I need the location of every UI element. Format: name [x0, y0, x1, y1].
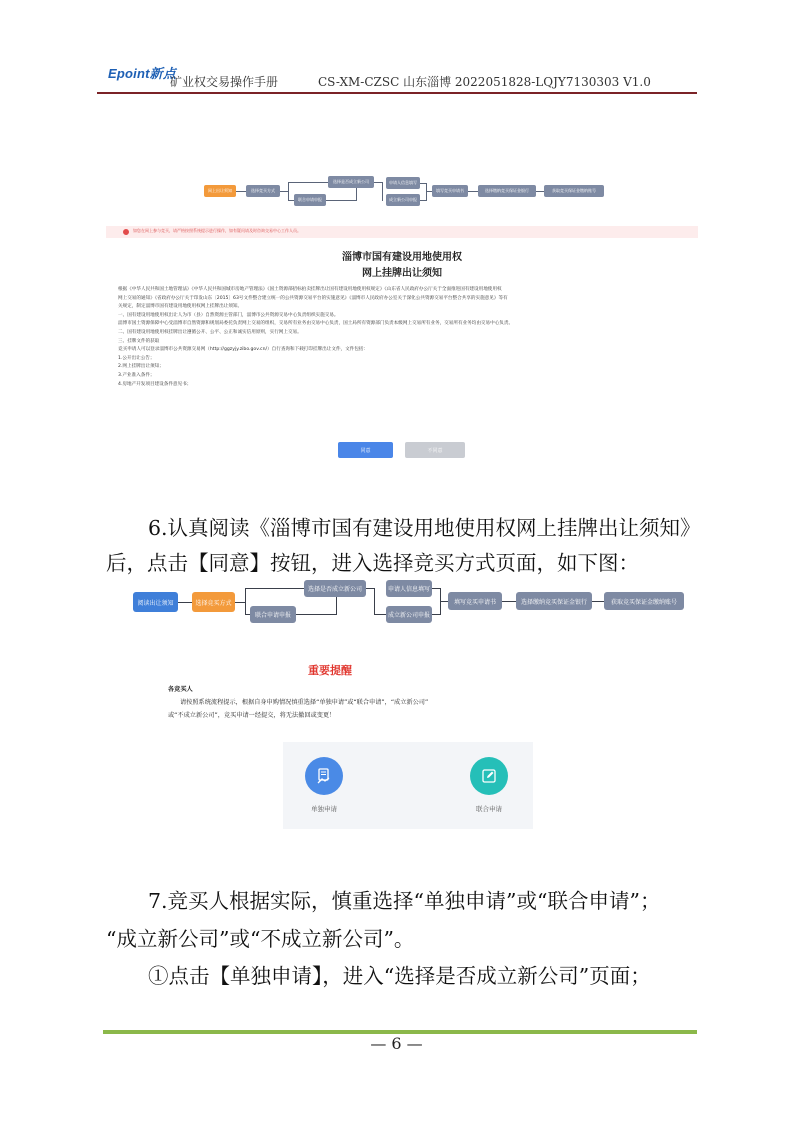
flow-connector	[280, 191, 288, 192]
flow2-connector	[502, 601, 516, 602]
flow-step-notice: 网上出让须知	[204, 185, 236, 197]
step7-line3: ①点击【单独申请】，进入“选择是否成立新公司”页面；	[148, 964, 651, 988]
flow2-connector	[366, 588, 374, 589]
flow-step-account: 获取竞买保证金缴纳账号	[544, 185, 604, 197]
flow-connector	[468, 191, 478, 192]
notice-line: 二、国有建设用地使用权挂牌出让遵循公开、公平、公正和诚实信用原则，实行网上交易。	[118, 329, 302, 335]
agree-button[interactable]: 同意	[338, 442, 393, 458]
notice-line: 关规定，制定淄博市国有建设用地使用权网上挂牌出让须知。	[118, 304, 243, 310]
step6-line1: 6.认真阅读《淄博市国有建设用地使用权网上挂牌出让须知》	[148, 516, 701, 540]
flow2-step-newco: 成立新公司申报	[386, 606, 432, 623]
notice-line: 竞买申请人可以登录淄博市公共资源交易网（http://ggzyjy.zibo.gov.cn/）自行查询和下载打印挂牌出让文件，文件包括：	[118, 347, 369, 353]
flow-step-application: 填写竞买申请书	[432, 185, 468, 197]
flow2-connector	[592, 601, 604, 602]
flow-connector	[236, 191, 246, 192]
flow-connector	[288, 182, 289, 201]
edit-icon	[480, 767, 498, 785]
flow-step-newco: 成立新公司申报	[386, 194, 420, 206]
notice-salutation: 各竞买人	[168, 686, 193, 693]
notice-line: 3.产业准入条件；	[118, 372, 155, 378]
notice-line: 4.房地产开发项目建设条件意见书；	[118, 381, 192, 387]
joint-application-label: 联合申请	[476, 805, 502, 813]
document-code: CS-XM-CZSC 山东淄博 2022051828-LQJY7130303 V1.0	[318, 75, 651, 89]
joint-application-button[interactable]	[470, 757, 508, 795]
document-hand-icon	[315, 767, 333, 785]
flow2-connector	[235, 602, 245, 603]
flow2-step-notice: 阅读出让须知	[133, 592, 178, 612]
flow-connector	[426, 183, 427, 201]
flow2-connector	[374, 614, 386, 615]
manual-title: 矿业权交易操作手册	[170, 75, 279, 89]
notice-line: 三、挂牌文件的获取	[118, 338, 160, 344]
notice-line: 1.公开出让公告；	[118, 355, 155, 361]
notice-line: 网上交易的通知》《省政府办公厅关于印发山东〔2015〕63号文件整合建立统一的公共资源交易平台的实施意见》《淄博市人民政府办公室关于深化公共资源交易平台整合共享的实施意见》等有	[118, 295, 508, 301]
flow2-connector	[440, 601, 448, 602]
epoint-logo: Epoint新点	[108, 66, 177, 81]
flow-step-bank: 选择缴纳竞买保证金银行	[478, 185, 536, 197]
flow2-step-company: 选择是否成立新公司	[304, 580, 366, 597]
step6-line2: 后，点击【同意】按钮，进入选择竞买方式页面，如下图：	[106, 551, 639, 575]
flow2-connector	[178, 602, 192, 603]
important-notice-title: 重要提醒	[308, 665, 352, 677]
flow2-connector	[374, 588, 375, 615]
notice-line: 一、国有建设用地使用权出让人为市（县）自然资源主管部门，淄博市公共资源交易中心负责组织实施交易。	[118, 312, 339, 318]
flow2-connector	[432, 588, 440, 589]
flow2-step-method: 选择竞买方式	[192, 592, 235, 612]
step7-line2: “成立新公司”或“不成立新公司”。	[106, 927, 415, 951]
flow2-connector	[336, 597, 337, 615]
flow-connector	[356, 188, 357, 201]
flow2-step-applicant: 申请人信息填写	[386, 580, 432, 597]
flow-step-applicant: 申请人信息填写	[386, 177, 420, 189]
header-rule	[97, 92, 697, 94]
flow-step-joint: 联合申请申报	[294, 194, 326, 206]
notice-body	[118, 286, 690, 389]
single-application-label: 单独申请	[311, 805, 337, 813]
flow2-connector	[296, 614, 336, 615]
flow-connector	[536, 191, 544, 192]
flow-connector	[374, 182, 382, 183]
notice-line: 2.网上挂牌出让须知；	[118, 364, 164, 370]
flow2-step-application: 填写竞买申请书	[448, 592, 502, 610]
flow2-connector	[245, 588, 304, 589]
flow-connector	[288, 182, 328, 183]
single-application-button[interactable]	[305, 757, 343, 795]
flow2-step-bank: 选择缴纳竞买保证金银行	[516, 592, 592, 610]
page-number: — 6 —	[370, 1034, 423, 1053]
disagree-button[interactable]: 不同意	[405, 442, 465, 458]
flow-step-company: 选择是否成立新公司	[328, 176, 374, 188]
notice-text-line1: 请按照系统流程提示，根据自身申购情况慎重选择“单独申请”或“联合申请”，“成立新公司”	[180, 699, 429, 706]
notice-text-line2: 或“不成立新公司”，竞买申请一经提交，将无法撤回或变更！	[168, 712, 336, 719]
flow-connector	[326, 200, 356, 201]
notice-title-line2: 网上挂牌出让须知	[362, 268, 442, 279]
flow2-step-joint: 联合申请申报	[250, 606, 296, 623]
flow2-connector	[245, 588, 246, 615]
notice-line: 根据《中华人民共和国土地管理法》《中华人民共和国城市房地产管理法》《国土资源部招标拍卖挂牌出让国有建设用地使用权规定》《山东省人民政府办公厅关于全面推进国有建设用地使用权	[118, 287, 502, 292]
flow2-connector	[432, 614, 440, 615]
flow-connector	[382, 182, 383, 201]
flow-step-method: 选择竞买方式	[246, 185, 280, 197]
warning-text: 如您在网上参与竞买，请严格按照系统提示进行操作，如有疑问请及时咨询交易中心工作人员。	[133, 228, 301, 233]
notice-title-line1: 淄博市国有建设用地使用权	[342, 252, 462, 263]
flow2-step-account: 获取竞买保证金缴纳账号	[604, 592, 684, 610]
warning-icon	[123, 229, 129, 235]
step7-line1: 7.竞买人根据实际，慎重选择“单独申请”或“联合申请”；	[148, 889, 661, 913]
notice-screenshot	[106, 168, 698, 460]
notice-line: 淄博市国土资源保障中心受淄博市自然资源和规划局委托负责网上交易的组织，交易所有业务由交易中心负责，国土局所有资源部门负责本级网上交易所有业务，交易所有业务均由交易中心负责。	[118, 321, 514, 327]
